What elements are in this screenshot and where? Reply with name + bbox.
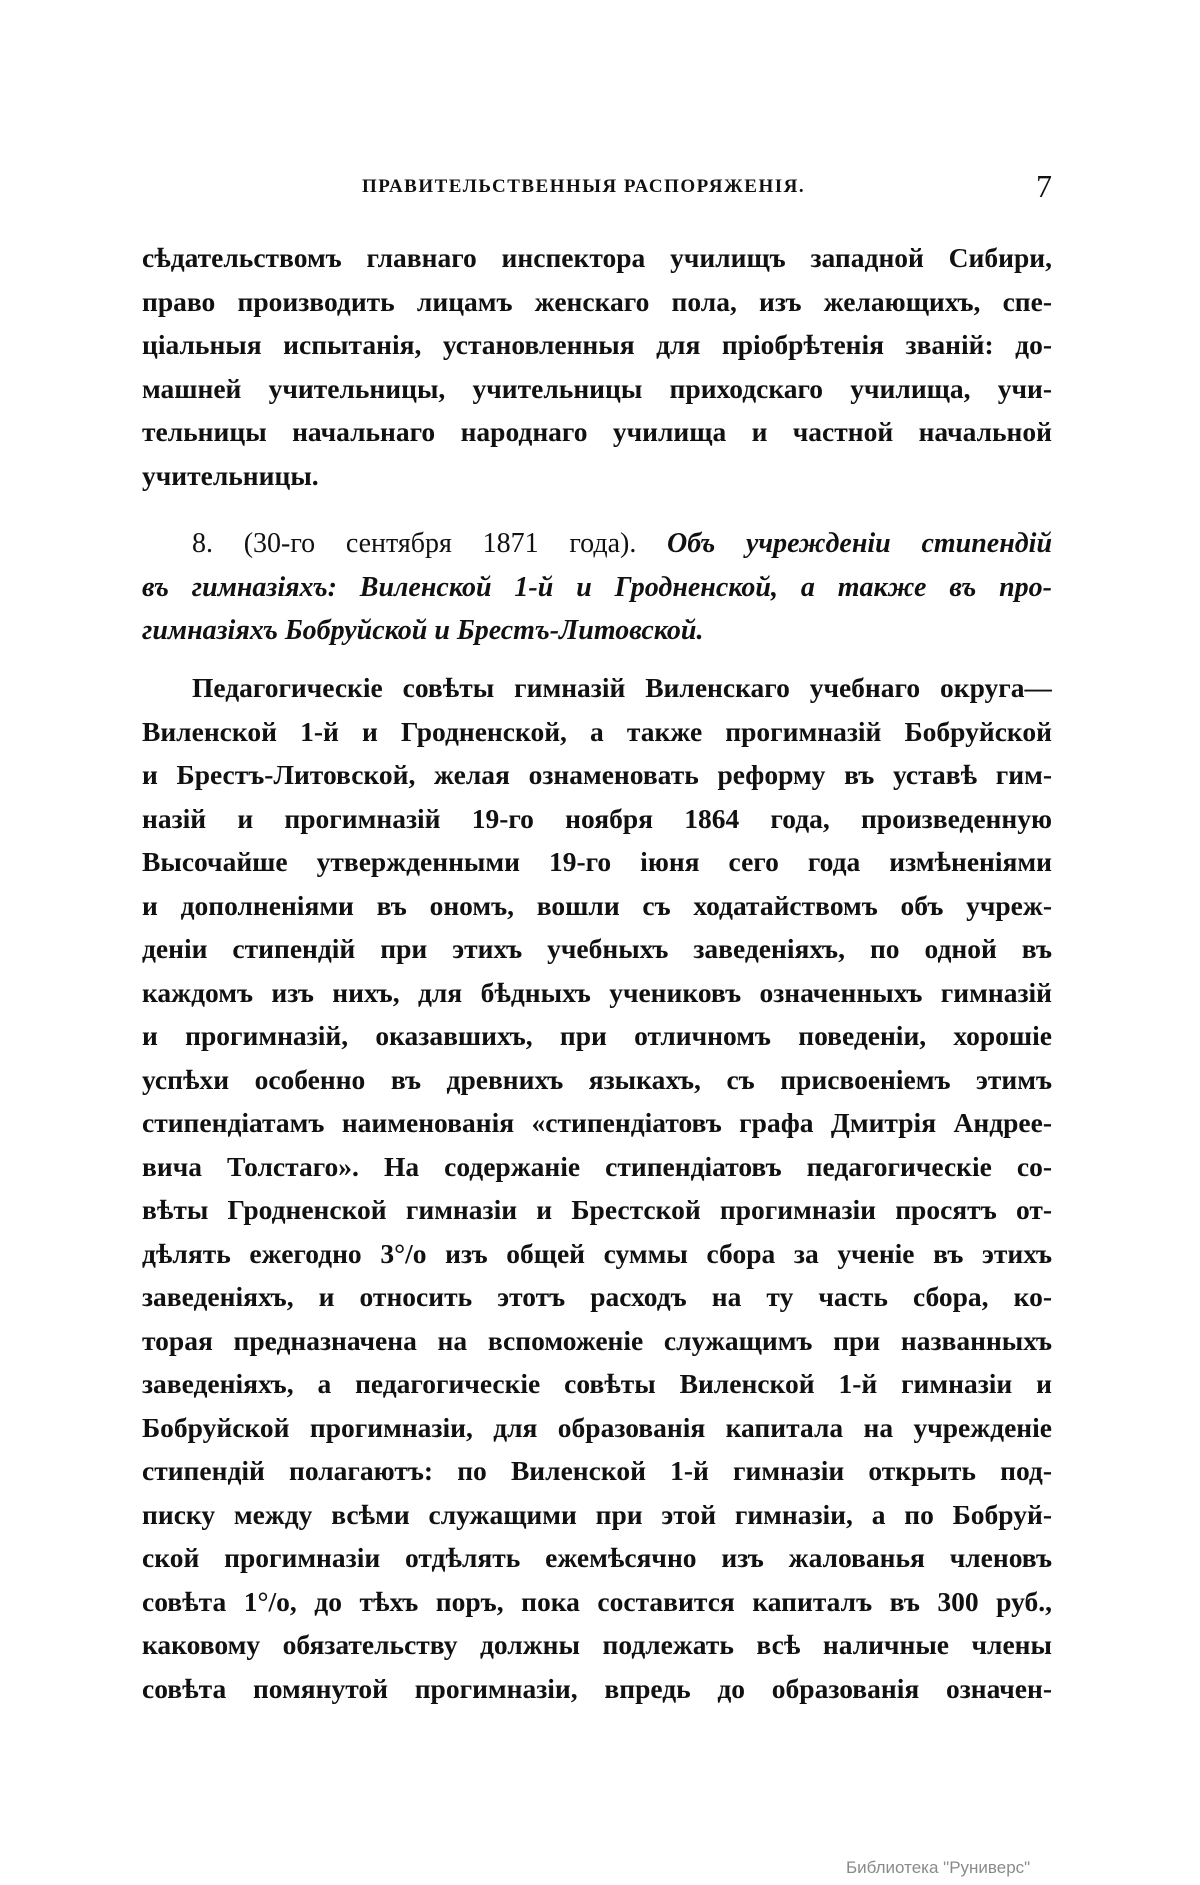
text-line: Бобруйской прогимназіи, для образованія капитала на учрежденіе (142, 1411, 1052, 1443)
text-line: и Брестъ-Литовской, желая ознаменовать реформу въ уставѣ гим- (142, 759, 1052, 790)
page-number: 7 (1036, 168, 1052, 204)
text-line: ской прогимназіи отдѣлять ежемѣсячно изъ жалованья членовъ (142, 1542, 1052, 1573)
text-line: успѣхи особенно въ древнихъ языкахъ, съ присвоеніемъ этимъ (142, 1063, 1052, 1095)
text-line: совѣта 1°/о, до тѣхъ поръ, пока составится капиталъ въ 300 руб., (142, 1585, 1052, 1617)
text-line: ціальныя испытанія, установленныя для пріобрѣтенія званій: до- (142, 329, 1052, 360)
text-line: Педагогическіе совѣты гимназій Виленскаго учебнаго округа— (192, 672, 1052, 703)
text-line: и дополненіями въ ономъ, вошли съ ходатайствомъ объ учреж- (142, 889, 1052, 921)
text-line: машней учительницы, учительницы приходскаго училища, учи- (142, 372, 1052, 404)
text-line: торая предназначена на вспоможеніе служащимъ при названныхъ (142, 1324, 1052, 1356)
text-line: вича Толстаго». На содержаніе стипендіатовъ педагогическіе со- (142, 1150, 1052, 1182)
text-line: совѣта помянутой прогимназіи, впредь до образованія означен- (142, 1672, 1052, 1704)
paragraph-body (142, 666, 1052, 1710)
text-line: учительницы. (142, 459, 319, 491)
text-line: заведеніяхъ, а педагогическіе совѣты Виленской 1-й гимназіи и (142, 1368, 1052, 1399)
text-line: стипендіатамъ наименованія «стипендіатовъ графа Дмитрія Андрее- (142, 1107, 1052, 1138)
text-line: каждомъ изъ нихъ, для бѣдныхъ учениковъ означенныхъ гимназій (142, 976, 1052, 1008)
text-line: и прогимназій, оказавшихъ, при отличномъ поведеніи, хорошіе (142, 1020, 1052, 1051)
text-line: тельницы начальнаго народнаго училища и частной начальной (142, 416, 1052, 447)
section-8-heading (142, 522, 1052, 653)
section-title: Объ учрежденіи стипендій (667, 528, 1052, 559)
text-line: Виленской 1-й и Гродненской, а также прогимназій Бобруйской (142, 715, 1052, 747)
text-line: каковому обязательству должны подлежать всѣ наличные члены (142, 1629, 1052, 1660)
text-line: сѣдательствомъ главнаго инспектора училищъ западной Сибири, (142, 242, 1052, 273)
section-title: въ гимназіяхъ: Виленской 1-й и Гродненской, а также въ про- (142, 571, 1052, 603)
text-line: дѣлять ежегодно 3°/о изъ общей суммы сбора за ученіе въ этихъ (142, 1237, 1052, 1269)
text-line: назій и прогимназій 19-го ноября 1864 года, произведенную (142, 802, 1052, 834)
text-line: вѣты Гродненской гимназіи и Брестской прогимназіи просятъ от- (142, 1194, 1052, 1225)
text-line: заведеніяхъ, и относить этотъ расходъ на ту часть сбора, ко- (142, 1281, 1052, 1312)
section-number-date: 8. (30-го сентября 1871 года). (192, 528, 637, 559)
text-line: деніи стипендій при этихъ учебныхъ заведеніяхъ, по одной въ (142, 933, 1052, 964)
text-line: писку между всѣми служащими при этой гимназіи, а по Бобруй- (142, 1498, 1052, 1530)
text-line: право производить лицамъ женскаго пола, изъ желающихъ, спе- (142, 285, 1052, 317)
section-title: гимназіяхъ Бобруйской и Брестъ-Литовской. (142, 615, 704, 646)
library-watermark: Библиотека "Руниверс" (846, 1858, 1031, 1877)
page-header (142, 168, 1052, 204)
running-title: ПРАВИТЕЛЬСТВЕННЫЯ РАСПОРЯЖЕНІЯ. (362, 176, 806, 197)
text-line: стипендій полагаютъ: по Виленской 1-й гимназіи открыть под- (142, 1455, 1052, 1486)
paragraph-continued (142, 236, 1052, 497)
text-line: Высочайше утвержденными 19-го іюня сего года измѣненіями (142, 846, 1052, 877)
